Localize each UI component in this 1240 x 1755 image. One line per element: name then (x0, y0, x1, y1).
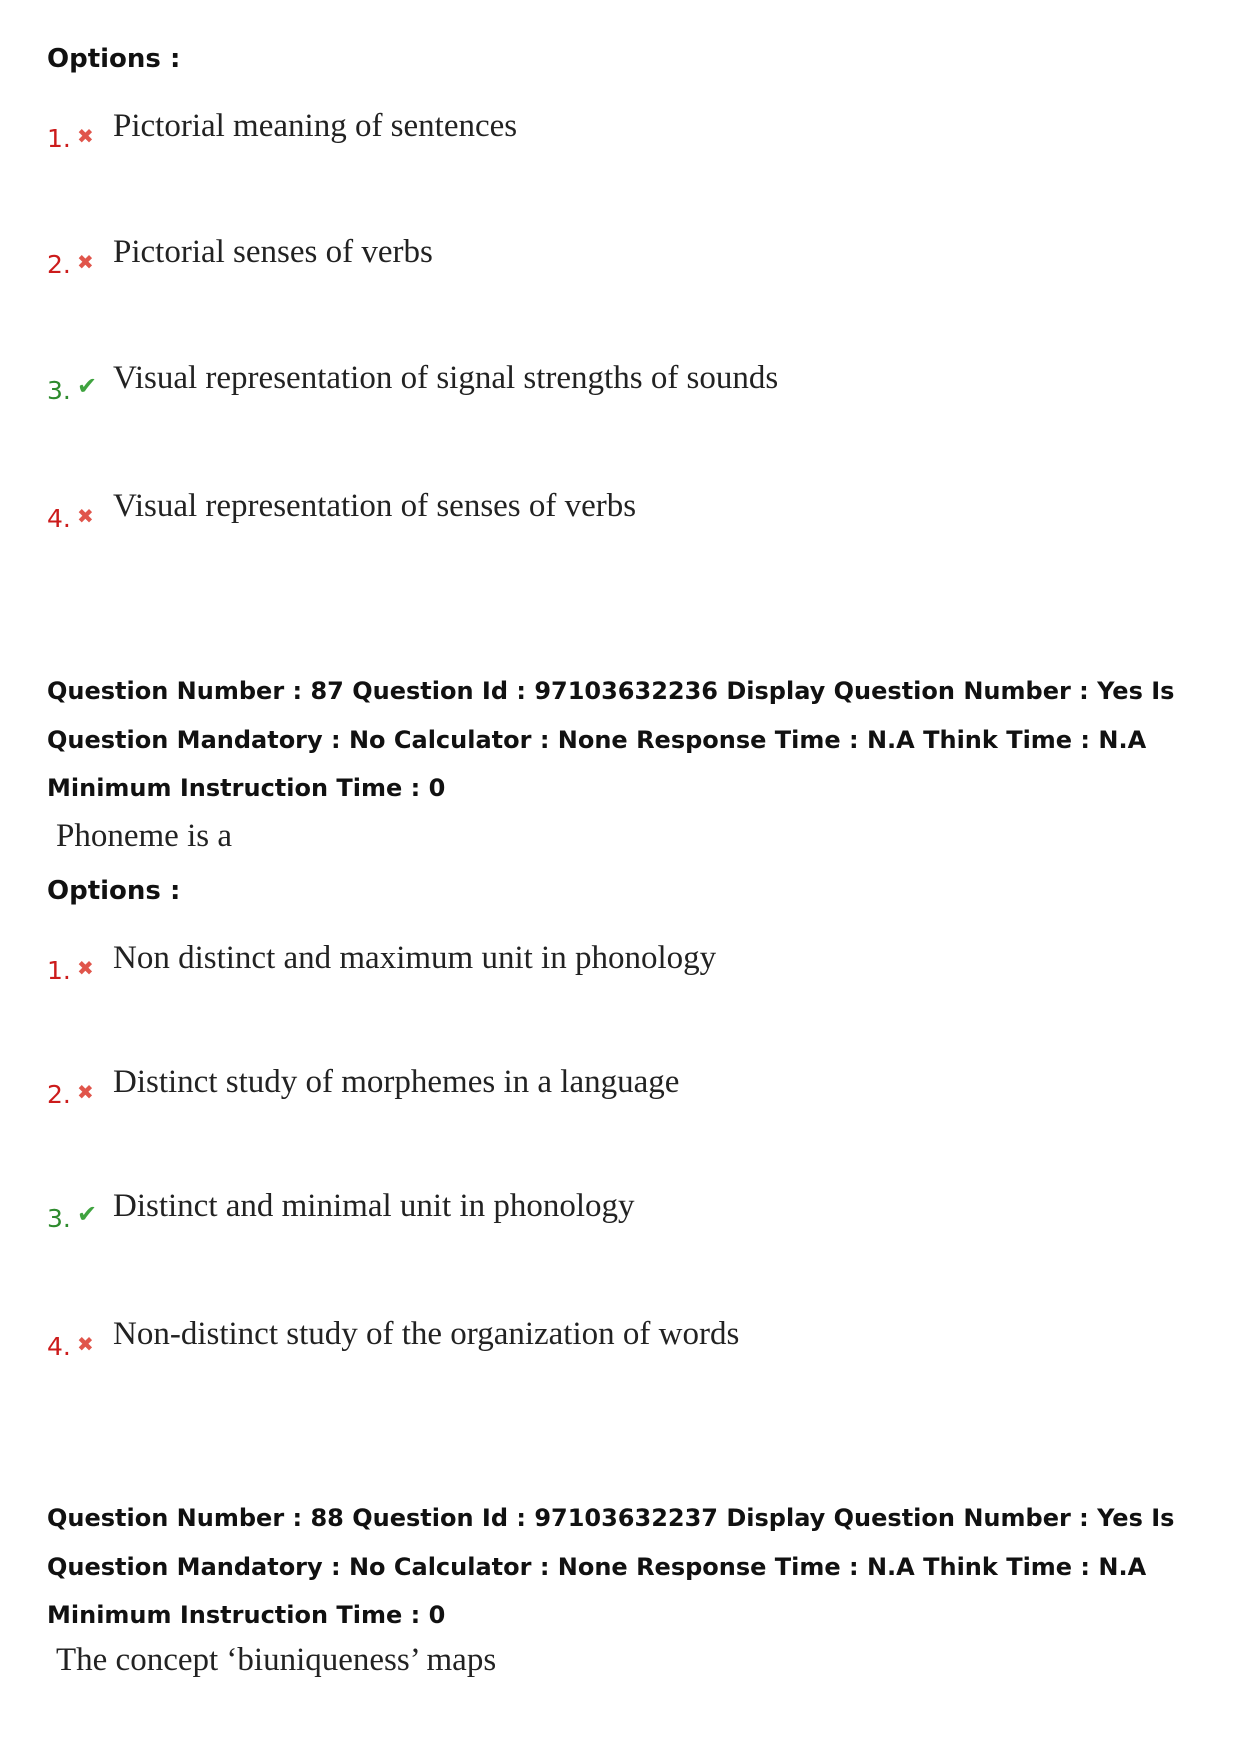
option-text: Visual representation of signal strengths of sounds (113, 360, 779, 396)
option-number: 1. (47, 124, 71, 153)
option-text: Pictorial senses of verbs (113, 234, 433, 270)
wrong-mark-icon: ✖ (77, 1080, 94, 1104)
wrong-mark-icon: ✖ (77, 124, 94, 148)
option-number: 2. (47, 1080, 71, 1109)
option-text: Visual representation of senses of verbs (113, 488, 637, 524)
options-label: Options : (47, 876, 181, 906)
option-text: Distinct and minimal unit in phonology (113, 1188, 635, 1224)
option-text: Non distinct and maximum unit in phonology (113, 940, 717, 976)
wrong-mark-icon: ✖ (77, 504, 94, 528)
question-87-meta: Question Number : 87 Question Id : 97103632236 Display Question Number : Yes Is Question Mandatory : No Calculator : None Response Time : N.A Think Time : N.A Minimum Instruction Time : 0 (47, 677, 1175, 802)
wrong-mark-icon: ✖ (77, 250, 94, 274)
option-text: Pictorial meaning of sentences (113, 108, 518, 144)
option-number: 4. (47, 1332, 71, 1361)
option-number: 3. (47, 376, 71, 405)
option-number: 2. (47, 250, 71, 279)
option-text: Distinct study of morphemes in a language (113, 1064, 680, 1100)
check-mark-icon: ✔ (77, 372, 98, 400)
question-88-text: The concept ‘biuniqueness’ maps (56, 1642, 497, 1678)
question-87-text: Phoneme is a (56, 818, 232, 854)
option-text: Non-distinct study of the organization of words (113, 1316, 740, 1352)
option-number: 4. (47, 504, 71, 533)
question-88-meta: Question Number : 88 Question Id : 97103632237 Display Question Number : Yes Is Question Mandatory : No Calculator : None Response Time : N.A Think Time : N.A Minimum Instruction Time : 0 (47, 1504, 1175, 1629)
option-number: 1. (47, 956, 71, 985)
check-mark-icon: ✔ (77, 1200, 98, 1228)
wrong-mark-icon: ✖ (77, 956, 94, 980)
wrong-mark-icon: ✖ (77, 1332, 94, 1356)
options-label: Options : (47, 44, 181, 74)
option-number: 3. (47, 1204, 71, 1233)
